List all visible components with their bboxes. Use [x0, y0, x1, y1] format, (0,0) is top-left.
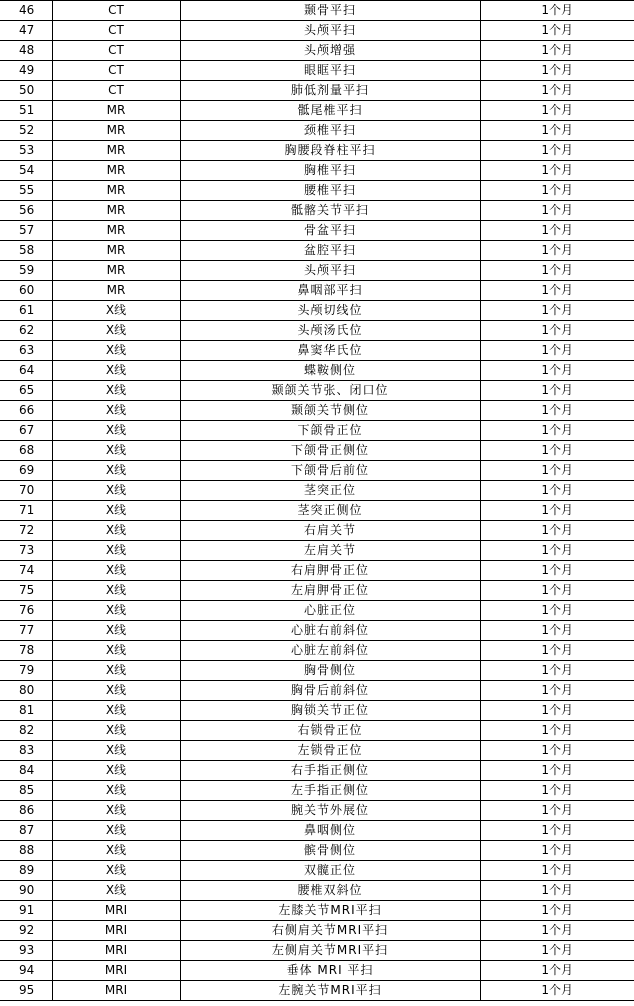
row-number-cell[interactable]: 63: [0, 341, 52, 361]
exam-item-cell[interactable]: 右锁骨正位: [180, 721, 480, 741]
period-cell[interactable]: 1个月: [480, 581, 634, 601]
table-row: [0, 161, 634, 181]
modality-cell[interactable]: X线: [52, 321, 180, 341]
period-cell[interactable]: 1个月: [480, 481, 634, 501]
table-row: [0, 881, 634, 901]
exam-item-cell[interactable]: 头颅切线位: [180, 301, 480, 321]
row-number-cell[interactable]: 58: [0, 241, 52, 261]
row-number-cell[interactable]: 51: [0, 101, 52, 121]
modality-cell[interactable]: X线: [52, 781, 180, 801]
table-row: [0, 621, 634, 641]
row-number-cell[interactable]: 68: [0, 441, 52, 461]
row-number-cell[interactable]: 80: [0, 681, 52, 701]
period-cell[interactable]: 1个月: [480, 321, 634, 341]
modality-cell[interactable]: MR: [52, 261, 180, 281]
exam-item-cell[interactable]: 垂体 MRI 平扫: [180, 961, 480, 981]
table-row: [0, 21, 634, 41]
exam-item-cell[interactable]: 左手指正侧位: [180, 781, 480, 801]
modality-cell[interactable]: MR: [52, 241, 180, 261]
period-cell[interactable]: 1个月: [480, 221, 634, 241]
modality-cell[interactable]: MRI: [52, 961, 180, 981]
row-number-cell[interactable]: 73: [0, 541, 52, 561]
table-row: [0, 481, 634, 501]
table-row: [0, 981, 634, 1001]
table-row: [0, 141, 634, 161]
modality-cell[interactable]: X线: [52, 521, 180, 541]
modality-cell[interactable]: CT: [52, 81, 180, 101]
exam-item-cell[interactable]: 髌骨侧位: [180, 841, 480, 861]
exam-item-cell[interactable]: 腰椎双斜位: [180, 881, 480, 901]
modality-cell[interactable]: X线: [52, 761, 180, 781]
period-cell[interactable]: 1个月: [480, 801, 634, 821]
row-number-cell[interactable]: 92: [0, 921, 52, 941]
period-cell[interactable]: 1个月: [480, 401, 634, 421]
exam-item-cell[interactable]: 双髋正位: [180, 861, 480, 881]
row-number-cell[interactable]: 60: [0, 281, 52, 301]
row-number-cell[interactable]: 52: [0, 121, 52, 141]
exam-item-cell[interactable]: 颞骨平扫: [180, 1, 480, 21]
table-row: [0, 661, 634, 681]
modality-cell[interactable]: X线: [52, 381, 180, 401]
table-row: [0, 921, 634, 941]
exam-item-cell[interactable]: 鼻咽侧位: [180, 821, 480, 841]
period-cell[interactable]: 1个月: [480, 301, 634, 321]
table-row: [0, 561, 634, 581]
row-number-cell[interactable]: 70: [0, 481, 52, 501]
exam-item-cell[interactable]: 头颅汤氏位: [180, 321, 480, 341]
exam-item-cell[interactable]: 左肩关节: [180, 541, 480, 561]
row-number-cell[interactable]: 64: [0, 361, 52, 381]
exam-item-cell[interactable]: 左膝关节MRI平扫: [180, 901, 480, 921]
modality-cell[interactable]: MRI: [52, 901, 180, 921]
row-number-cell[interactable]: 81: [0, 701, 52, 721]
exam-item-cell[interactable]: 胸骨后前斜位: [180, 681, 480, 701]
exam-item-cell[interactable]: 右侧肩关节MRI平扫: [180, 921, 480, 941]
modality-cell[interactable]: X线: [52, 501, 180, 521]
table-row: [0, 741, 634, 761]
exam-item-cell[interactable]: 鼻窦华氏位: [180, 341, 480, 361]
period-cell[interactable]: 1个月: [480, 21, 634, 41]
modality-cell[interactable]: X线: [52, 661, 180, 681]
exam-item-cell[interactable]: 下颌骨正位: [180, 421, 480, 441]
period-cell[interactable]: 1个月: [480, 621, 634, 641]
table-row: [0, 41, 634, 61]
modality-cell[interactable]: CT: [52, 41, 180, 61]
modality-cell[interactable]: MR: [52, 101, 180, 121]
period-cell[interactable]: 1个月: [480, 1, 634, 21]
modality-cell[interactable]: MR: [52, 221, 180, 241]
modality-cell[interactable]: X线: [52, 701, 180, 721]
exam-item-cell[interactable]: 骶髂关节平扫: [180, 201, 480, 221]
period-cell[interactable]: 1个月: [480, 861, 634, 881]
table-row: [0, 841, 634, 861]
row-number-cell[interactable]: 83: [0, 741, 52, 761]
modality-cell[interactable]: X线: [52, 881, 180, 901]
table-row: [0, 941, 634, 961]
row-number-cell[interactable]: 90: [0, 881, 52, 901]
period-cell[interactable]: 1个月: [480, 961, 634, 981]
exam-item-cell[interactable]: 颈椎平扫: [180, 121, 480, 141]
table-row: [0, 801, 634, 821]
period-cell[interactable]: 1个月: [480, 501, 634, 521]
modality-cell[interactable]: MR: [52, 121, 180, 141]
modality-cell[interactable]: X线: [52, 361, 180, 381]
row-number-cell[interactable]: 61: [0, 301, 52, 321]
period-cell[interactable]: 1个月: [480, 101, 634, 121]
period-cell[interactable]: 1个月: [480, 381, 634, 401]
table-row: [0, 181, 634, 201]
exam-item-cell[interactable]: 颞颌关节侧位: [180, 401, 480, 421]
row-number-cell[interactable]: 69: [0, 461, 52, 481]
row-number-cell[interactable]: 78: [0, 641, 52, 661]
table-row: [0, 601, 634, 621]
exam-item-cell[interactable]: 左侧肩关节MRI平扫: [180, 941, 480, 961]
exam-item-cell[interactable]: 下颌骨后前位: [180, 461, 480, 481]
row-number-cell[interactable]: 56: [0, 201, 52, 221]
period-cell[interactable]: 1个月: [480, 261, 634, 281]
exam-item-cell[interactable]: 头颅平扫: [180, 21, 480, 41]
modality-cell[interactable]: X线: [52, 561, 180, 581]
exam-item-cell[interactable]: 盆腔平扫: [180, 241, 480, 261]
row-number-cell[interactable]: 88: [0, 841, 52, 861]
modality-cell[interactable]: MR: [52, 201, 180, 221]
period-cell[interactable]: 1个月: [480, 601, 634, 621]
table-row: [0, 821, 634, 841]
period-cell[interactable]: 1个月: [480, 141, 634, 161]
row-number-cell[interactable]: 65: [0, 381, 52, 401]
modality-cell[interactable]: MR: [52, 161, 180, 181]
exam-item-cell[interactable]: 骨盆平扫: [180, 221, 480, 241]
period-cell[interactable]: 1个月: [480, 421, 634, 441]
table-row: [0, 321, 634, 341]
period-cell[interactable]: 1个月: [480, 941, 634, 961]
exam-item-cell[interactable]: 胸腰段脊柱平扫: [180, 141, 480, 161]
modality-cell[interactable]: MRI: [52, 941, 180, 961]
modality-cell[interactable]: X线: [52, 541, 180, 561]
row-number-cell[interactable]: 76: [0, 601, 52, 621]
period-cell[interactable]: 1个月: [480, 901, 634, 921]
exam-item-cell[interactable]: 肺低剂量平扫: [180, 81, 480, 101]
table-row: [0, 121, 634, 141]
row-number-cell[interactable]: 77: [0, 621, 52, 641]
modality-cell[interactable]: CT: [52, 1, 180, 21]
modality-cell[interactable]: X线: [52, 461, 180, 481]
exam-item-cell[interactable]: 腕关节外展位: [180, 801, 480, 821]
modality-cell[interactable]: X线: [52, 481, 180, 501]
table-row: [0, 341, 634, 361]
period-cell[interactable]: 1个月: [480, 681, 634, 701]
period-cell[interactable]: 1个月: [480, 341, 634, 361]
row-number-cell[interactable]: 94: [0, 961, 52, 981]
table-row: [0, 781, 634, 801]
exam-item-cell[interactable]: 头颅增强: [180, 41, 480, 61]
row-number-cell[interactable]: 72: [0, 521, 52, 541]
table-row: [0, 381, 634, 401]
modality-cell[interactable]: X线: [52, 301, 180, 321]
row-number-cell[interactable]: 67: [0, 421, 52, 441]
period-cell[interactable]: 1个月: [480, 741, 634, 761]
modality-cell[interactable]: CT: [52, 21, 180, 41]
modality-cell[interactable]: X线: [52, 801, 180, 821]
modality-cell[interactable]: MR: [52, 281, 180, 301]
period-cell[interactable]: 1个月: [480, 121, 634, 141]
row-number-cell[interactable]: 66: [0, 401, 52, 421]
table-row: [0, 961, 634, 981]
period-cell[interactable]: 1个月: [480, 201, 634, 221]
modality-cell[interactable]: MR: [52, 141, 180, 161]
period-cell[interactable]: 1个月: [480, 281, 634, 301]
row-number-cell[interactable]: 54: [0, 161, 52, 181]
table-row: [0, 761, 634, 781]
table-row: [0, 541, 634, 561]
table-row: [0, 241, 634, 261]
exam-item-cell[interactable]: 左肩胛骨正位: [180, 581, 480, 601]
modality-cell[interactable]: MRI: [52, 921, 180, 941]
table-row: [0, 641, 634, 661]
row-number-cell[interactable]: 50: [0, 81, 52, 101]
table-row: [0, 101, 634, 121]
exam-item-cell[interactable]: 颞颌关节张、闭口位: [180, 381, 480, 401]
period-cell[interactable]: 1个月: [480, 161, 634, 181]
row-number-cell[interactable]: 57: [0, 221, 52, 241]
row-number-cell[interactable]: 85: [0, 781, 52, 801]
modality-cell[interactable]: X线: [52, 621, 180, 641]
row-number-cell[interactable]: 93: [0, 941, 52, 961]
table-row: [0, 581, 634, 601]
period-cell[interactable]: 1个月: [480, 241, 634, 261]
table-row: [0, 521, 634, 541]
row-number-cell[interactable]: 79: [0, 661, 52, 681]
exam-item-cell[interactable]: 头颅平扫: [180, 261, 480, 281]
modality-cell[interactable]: X线: [52, 741, 180, 761]
period-cell[interactable]: 1个月: [480, 521, 634, 541]
row-number-cell[interactable]: 53: [0, 141, 52, 161]
exam-item-cell[interactable]: 右肩关节: [180, 521, 480, 541]
exam-item-cell[interactable]: 腰椎平扫: [180, 181, 480, 201]
row-number-cell[interactable]: 82: [0, 721, 52, 741]
table-row: [0, 61, 634, 81]
period-cell[interactable]: 1个月: [480, 661, 634, 681]
period-cell[interactable]: 1个月: [480, 761, 634, 781]
row-number-cell[interactable]: 95: [0, 981, 52, 1001]
exam-item-cell[interactable]: 心脏右前斜位: [180, 621, 480, 641]
modality-cell[interactable]: X线: [52, 581, 180, 601]
exam-item-cell[interactable]: 心脏左前斜位: [180, 641, 480, 661]
modality-cell[interactable]: X线: [52, 861, 180, 881]
modality-cell[interactable]: X线: [52, 681, 180, 701]
table-row: [0, 301, 634, 321]
row-number-cell[interactable]: 55: [0, 181, 52, 201]
period-cell[interactable]: 1个月: [480, 921, 634, 941]
row-number-cell[interactable]: 46: [0, 1, 52, 21]
exam-item-cell[interactable]: 胸锁关节正位: [180, 701, 480, 721]
period-cell[interactable]: 1个月: [480, 561, 634, 581]
period-cell[interactable]: 1个月: [480, 641, 634, 661]
exam-item-cell[interactable]: 茎突正侧位: [180, 501, 480, 521]
exam-item-cell[interactable]: 骶尾椎平扫: [180, 101, 480, 121]
table-row: [0, 281, 634, 301]
modality-cell[interactable]: X线: [52, 601, 180, 621]
row-number-cell[interactable]: 87: [0, 821, 52, 841]
table-row: [0, 361, 634, 381]
exam-item-cell[interactable]: 心脏正位: [180, 601, 480, 621]
modality-cell[interactable]: X线: [52, 441, 180, 461]
table-row: [0, 681, 634, 701]
modality-cell[interactable]: MR: [52, 181, 180, 201]
row-number-cell[interactable]: 91: [0, 901, 52, 921]
row-number-cell[interactable]: 71: [0, 501, 52, 521]
table-row: [0, 221, 634, 241]
period-cell[interactable]: 1个月: [480, 881, 634, 901]
row-number-cell[interactable]: 47: [0, 21, 52, 41]
period-cell[interactable]: 1个月: [480, 841, 634, 861]
exam-item-cell[interactable]: 眼眶平扫: [180, 61, 480, 81]
table-row: [0, 861, 634, 881]
row-number-cell[interactable]: 49: [0, 61, 52, 81]
exam-item-cell[interactable]: 左腕关节MRI平扫: [180, 981, 480, 1001]
period-cell[interactable]: 1个月: [480, 41, 634, 61]
period-cell[interactable]: 1个月: [480, 81, 634, 101]
modality-cell[interactable]: X线: [52, 341, 180, 361]
period-cell[interactable]: 1个月: [480, 981, 634, 1001]
exam-item-cell[interactable]: 鼻咽部平扫: [180, 281, 480, 301]
period-cell[interactable]: 1个月: [480, 61, 634, 81]
row-number-cell[interactable]: 59: [0, 261, 52, 281]
modality-cell[interactable]: CT: [52, 61, 180, 81]
modality-cell[interactable]: X线: [52, 841, 180, 861]
row-number-cell[interactable]: 74: [0, 561, 52, 581]
exam-item-cell[interactable]: 茎突正位: [180, 481, 480, 501]
table-row: [0, 701, 634, 721]
exam-item-cell[interactable]: 下颌骨正侧位: [180, 441, 480, 461]
exam-item-cell[interactable]: 右肩胛骨正位: [180, 561, 480, 581]
table-row: [0, 421, 634, 441]
period-cell[interactable]: 1个月: [480, 821, 634, 841]
modality-cell[interactable]: X线: [52, 641, 180, 661]
table-row: [0, 1, 634, 21]
table-row: [0, 461, 634, 481]
period-cell[interactable]: 1个月: [480, 441, 634, 461]
exam-item-cell[interactable]: 胸骨侧位: [180, 661, 480, 681]
modality-cell[interactable]: X线: [52, 721, 180, 741]
period-cell[interactable]: 1个月: [480, 181, 634, 201]
table-row: [0, 81, 634, 101]
row-number-cell[interactable]: 48: [0, 41, 52, 61]
modality-cell[interactable]: X线: [52, 821, 180, 841]
table-row: [0, 441, 634, 461]
table-body: [0, 1, 634, 1001]
table-row: [0, 501, 634, 521]
row-number-cell[interactable]: 84: [0, 761, 52, 781]
row-number-cell[interactable]: 62: [0, 321, 52, 341]
table-row: [0, 201, 634, 221]
row-number-cell[interactable]: 75: [0, 581, 52, 601]
table-row: [0, 721, 634, 741]
period-cell[interactable]: 1个月: [480, 461, 634, 481]
table-row: [0, 401, 634, 421]
period-cell[interactable]: 1个月: [480, 701, 634, 721]
period-cell[interactable]: 1个月: [480, 781, 634, 801]
row-number-cell[interactable]: 86: [0, 801, 52, 821]
row-number-cell[interactable]: 89: [0, 861, 52, 881]
table-row: [0, 901, 634, 921]
table-row: [0, 261, 634, 281]
exam-item-cell[interactable]: 右手指正侧位: [180, 761, 480, 781]
modality-cell[interactable]: X线: [52, 401, 180, 421]
exam-item-cell[interactable]: 胸椎平扫: [180, 161, 480, 181]
modality-cell[interactable]: MRI: [52, 981, 180, 1001]
exam-item-cell[interactable]: 左锁骨正位: [180, 741, 480, 761]
exam-item-cell[interactable]: 蝶鞍侧位: [180, 361, 480, 381]
period-cell[interactable]: 1个月: [480, 541, 634, 561]
period-cell[interactable]: 1个月: [480, 361, 634, 381]
period-cell[interactable]: 1个月: [480, 721, 634, 741]
modality-cell[interactable]: X线: [52, 421, 180, 441]
